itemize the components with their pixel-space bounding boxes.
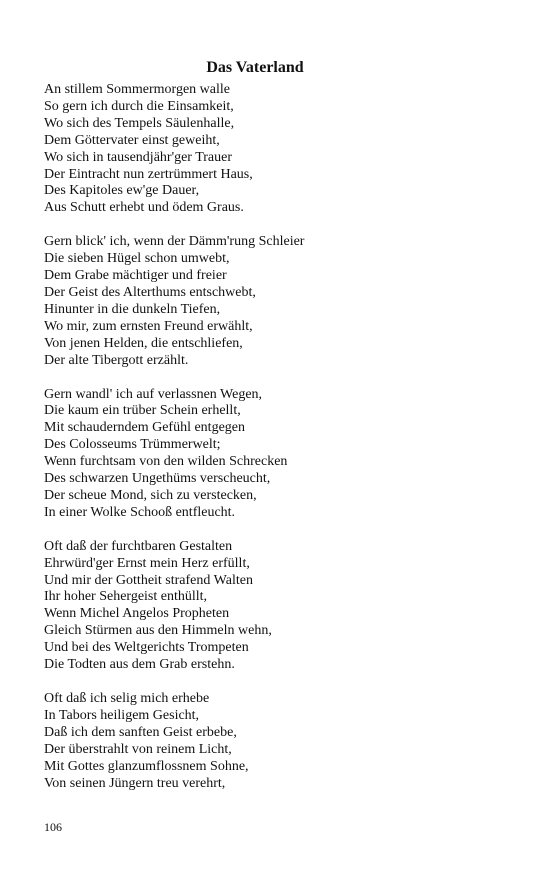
poem-line: Hinunter in die dunkeln Tiefen, bbox=[44, 301, 221, 317]
poem-line: Aus Schutt erhebt und ödem Graus. bbox=[44, 200, 244, 216]
poem-line: Des schwarzen Ungethüms verscheucht, bbox=[44, 471, 271, 487]
poem-line: Mit Gottes glanzumflossnem Sohne, bbox=[44, 758, 249, 774]
poem-line: Gern wandl' ich auf verlassnen Wegen, bbox=[44, 386, 263, 402]
poem-line: Des Kapitoles ew'ge Dauer, bbox=[44, 183, 200, 199]
poem-line: In Tabors heiligem Gesicht, bbox=[44, 707, 200, 723]
poem-line: Und bei des Weltgerichts Trompeten bbox=[44, 640, 249, 656]
page-number: 106 bbox=[44, 820, 62, 834]
poem-line: Die sieben Hügel schon umwebt, bbox=[44, 251, 230, 267]
poem-line: Der Eintracht nun zertrümmert Haus, bbox=[44, 166, 253, 182]
stanza bbox=[44, 234, 514, 369]
poem-line: Wo mir, zum ernsten Freund erwählt, bbox=[44, 318, 253, 334]
poem-line: Ihr hoher Sehergeist enthüllt, bbox=[44, 589, 208, 605]
poem-line: Die kaum ein trüber Schein erhellt, bbox=[44, 403, 241, 419]
poem-line: Die Todten aus dem Grab erstehn. bbox=[44, 657, 235, 673]
poem-line: Oft daß der furchtbaren Gestalten bbox=[44, 538, 233, 554]
poem-line: Dem Göttervater einst geweiht, bbox=[44, 132, 220, 148]
poem-line: Daß ich dem sanften Geist erbebe, bbox=[44, 724, 237, 740]
poem-line: Wo sich des Tempels Säulenhalle, bbox=[44, 115, 235, 131]
poem-line: Wenn furchtsam von den wilden Schrecken bbox=[44, 454, 288, 470]
poem-line: Dem Grabe mächtiger und freier bbox=[44, 268, 227, 284]
poem-line: Mit schauderndem Gefühl entgegen bbox=[44, 420, 245, 436]
stanza bbox=[44, 82, 514, 217]
poem-line: Und mir der Gottheit strafend Walten bbox=[44, 572, 253, 588]
poem-line: Von seinen Jüngern treu verehrt, bbox=[44, 775, 226, 791]
poem-line: Wo sich in tausendjähr'ger Trauer bbox=[44, 149, 233, 165]
poem-line: Des Colosseums Trümmerwelt; bbox=[44, 437, 221, 453]
poem-line: Der scheue Mond, sich zu verstecken, bbox=[44, 487, 257, 503]
poem-line: Oft daß ich selig mich erhebe bbox=[44, 691, 210, 706]
poem-line: In einer Wolke Schooß entfleucht. bbox=[44, 504, 236, 520]
poem-title: Das Vaterland bbox=[206, 59, 304, 76]
poem-body bbox=[44, 82, 514, 809]
poem-line: An stillem Sommermorgen walle bbox=[44, 82, 230, 97]
stanza bbox=[44, 387, 514, 522]
poem-line: So gern ich durch die Einsamkeit, bbox=[44, 98, 234, 114]
poem-line: Von jenen Helden, die entschliefen, bbox=[44, 335, 243, 351]
poem-line: Der alte Tibergott erzählt. bbox=[44, 352, 189, 368]
poem-line: Wenn Michel Angelos Propheten bbox=[44, 606, 230, 622]
stanza bbox=[44, 539, 514, 674]
poem-line: Gleich Stürmen aus den Himmeln wehn, bbox=[44, 623, 272, 639]
poem-line: Der Geist des Alterthums entschwebt, bbox=[44, 284, 256, 300]
poem-line: Der überstrahlt von reinem Licht, bbox=[44, 741, 232, 757]
poem-line: Ehrwürd'ger Ernst mein Herz erfüllt, bbox=[44, 555, 250, 571]
poem-line: Gern blick' ich, wenn der Dämm'rung Schleier bbox=[44, 234, 305, 250]
stanza bbox=[44, 691, 514, 792]
